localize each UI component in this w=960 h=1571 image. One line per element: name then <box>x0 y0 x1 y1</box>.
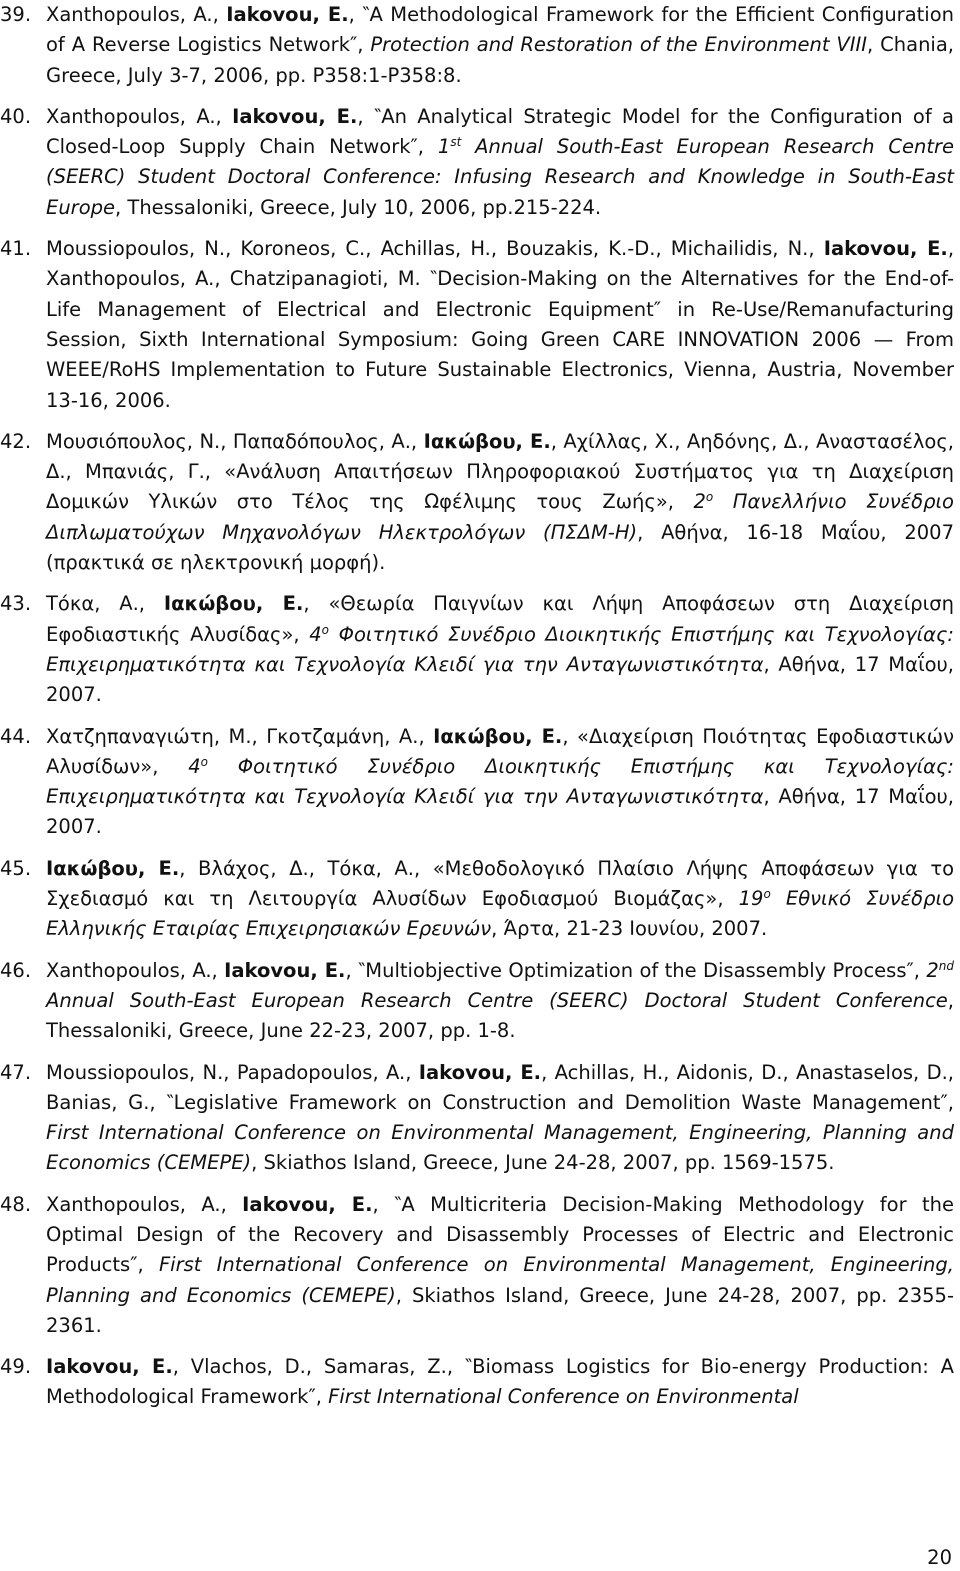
reference-ordinal-suffix: st <box>450 135 462 150</box>
reference-item <box>0 956 954 1047</box>
reference-author-highlight: Iakovou, E. <box>224 958 346 982</box>
reference-venue: First International Conference on Environmental Management, Engineering, Planning and Economics (CEMEPE) <box>46 1253 954 1307</box>
reference-venue: Εθνικό Συνέδριο Ελληνικής Εταιρίας Επιχειρησιακών Ερευνών <box>46 887 955 941</box>
reference-text: , ‶An Analytical Strategic Model for the Configuration of a Closed-Loop Supply Chain Network″, <box>46 104 954 159</box>
reference-text: , Αθήνα, 17 Μαΐου, 2007. <box>46 785 954 839</box>
reference-item <box>0 0 954 91</box>
reference-author-highlight: Ιακώβου, Ε. <box>433 724 563 748</box>
reference-item <box>0 234 954 416</box>
reference-number: 46. <box>0 958 32 982</box>
page-number: 20 <box>927 1546 952 1569</box>
reference-text: , ‶Multiobjective Optimization of the Disassembly Process″, <box>345 958 927 982</box>
reference-venue: Annual South-East European Research Centre (SEERC) Doctoral Student Conference <box>46 988 948 1012</box>
reference-text: Xanthopoulos, A., <box>46 1192 243 1216</box>
reference-ordinal-suffix: ο <box>763 887 771 902</box>
reference-text: Xanthopoulos, A., <box>46 958 225 982</box>
reference-number: 40. <box>0 104 32 128</box>
reference-text: , Vlachos, D., Samaras, Z., ‶Biomass Logistics for Bio-energy Production: A Methodological Framework″, <box>46 1355 955 1409</box>
reference-author-highlight: Ιακώβου, Ε. <box>163 592 304 616</box>
reference-number: 44. <box>0 724 32 748</box>
reference-text: Xanthopoulos, A., <box>46 104 233 128</box>
reference-text: , Αχίλλας, Χ., Αηδόνης, Δ., Αναστασέλος, Δ., Μπανιάς, Γ., «Ανάλυση Απαιτήσεων Πληροφοριακού Συστήματος για τη Διαχείριση Δομικών Υλικών στο Τέλος της Ωφέλιμης τους Ζωής», <box>46 429 955 514</box>
reference-text: , Achillas, H., Aidonis, D., Anastaselos, D., Banias, G., ‶Legislative Framework on Construction and Demolition Waste Management″, <box>46 1060 955 1114</box>
reference-text: , ‶A Multicriteria Decision-Making Methodology for the Optimal Design of the Recovery and Disassembly Processes of Electric and Electronic Products″, <box>46 1192 955 1277</box>
reference-number: 43. <box>0 592 32 616</box>
reference-ordinal-suffix: ο <box>321 622 330 637</box>
reference-text: Τόκα, Α., <box>46 592 164 616</box>
reference-number: 41. <box>0 237 32 261</box>
reference-number: 49. <box>0 1355 32 1379</box>
reference-venue: 19 <box>738 887 764 911</box>
reference-text: , Βλάχος, Δ., Τόκα, Α., «Μεθοδολογικό Πλαίσιο Λήψης Αποφάσεων για το Σχεδιασμό και τη Λειτουργία Αλυσίδων Εφοδιασμού Βιομάζας», <box>46 856 954 911</box>
reference-text: Μουσιόπουλος, Ν., Παπαδόπουλος, Α., <box>46 429 424 453</box>
reference-number: 48. <box>0 1192 32 1216</box>
reference-text: , Xanthopoulos, A., Chatzipanagioti, M. ‶Decision-Making on the Alternatives for the End-of-Life Management of Electrical and Electronic Equipment″ in Re-Use/Remanufacturing Session, Sixth International Symposium: Going Green CARE INNOVATION 2006 — From WEEE/RoHS Implementation to Future Sustainable Electronics, Vienna, Austria, November 13-16, 2006. <box>46 237 955 412</box>
reference-text: , Αθήνα, 17 Μαΐου, 2007. <box>46 652 954 707</box>
reference-number: 42. <box>0 429 32 453</box>
reference-venue: 1 <box>437 135 451 159</box>
reference-venue: Πανελλήνιο Συνέδριο Διπλωματούχων Μηχανολόγων Ηλεκτρολόγων (ΠΣΔΜ-Η) <box>46 490 954 544</box>
reference-venue: Φοιτητικό Συνέδριο Διοικητικής Επιστήμης και Τεχνολογίας: Επιχειρηματικότητα και Τεχνολογία Κλειδί για την Ανταγωνιστικότητα <box>46 754 954 809</box>
reference-author-highlight: Iakovou, E. <box>226 3 349 26</box>
reference-text: , Skiathos Island, Greece, June 24-28, 2007, pp. 1569-1575. <box>251 1151 835 1175</box>
reference-text: , Thessaloniki, Greece, June 22-23, 2007, pp. 1-8. <box>46 988 954 1043</box>
reference-item <box>0 1190 954 1341</box>
reference-venue: Protection and Restoration of the Environment VIII <box>370 33 868 57</box>
reference-venue: 2 <box>693 490 706 514</box>
reference-ordinal-suffix: nd <box>938 958 954 973</box>
reference-author-highlight: Iakovou, E. <box>46 1355 173 1379</box>
reference-author-highlight: Iakovou, E. <box>418 1060 542 1084</box>
reference-item <box>0 102 954 223</box>
reference-venue: 4 <box>309 622 322 646</box>
reference-venue: 2 <box>926 958 939 982</box>
reference-item <box>0 589 954 710</box>
reference-text: , «Διαχείριση Ποιότητας Εφοδιαστικών Αλυσίδων», <box>46 724 954 778</box>
reference-venue: First International Conference on Environmental <box>328 1385 799 1409</box>
reference-text: , «Θεωρία Παιγνίων και Λήψη Αποφάσεων στη Διαχείριση Εφοδιαστικής Αλυσίδας», <box>46 592 954 646</box>
reference-ordinal-suffix: ο <box>705 490 714 505</box>
reference-text: , ‶A Methodological Framework for the Efficient Configuration of A Reverse Logistics Network″, <box>46 3 955 57</box>
reference-text: , Αθήνα, 16-18 Μαΐου, 2007 (πρακτικά σε ηλεκτρονική μορφή). <box>46 520 954 575</box>
reference-text: , Skiathos Island, Greece, June 24-28, 2007, pp. 2355-2361. <box>46 1283 954 1337</box>
reference-number: 39. <box>0 3 32 26</box>
reference-ordinal-suffix: ο <box>200 754 208 769</box>
reference-item <box>0 427 954 578</box>
reference-text: , Άρτα, 21-23 Ιουνίου, 2007. <box>491 917 768 941</box>
reference-venue: Annual South-East European Research Centre (SEERC) Student Doctoral Conference: Infusing Research and Knowledge in South-East Europe <box>46 135 954 219</box>
reference-text: Moussiopoulos, N., Papadopoulos, A., <box>46 1060 419 1084</box>
reference-author-highlight: Iakovou, E. <box>242 1192 373 1216</box>
reference-venue: First International Conference on Environmental Management, Engineering, Planning and Economics (CEMEPE) <box>46 1121 954 1175</box>
reference-item <box>0 1352 954 1413</box>
reference-venue: Φοιτητικό Συνέδριο Διοικητικής Επιστήμης και Τεχνολογίας: Επιχειρηματικότητα και Τεχνολογία Κλειδί για την Ανταγωνιστικότητα <box>46 622 954 676</box>
reference-author-highlight: Ιακώβου, Ε. <box>423 429 551 453</box>
reference-text: Moussiopoulos, N., Koroneos, C., Achillas, H., Bouzakis, K.-D., Michailidis, N., <box>46 237 824 261</box>
reference-author-highlight: Ιακώβου, Ε. <box>46 856 180 880</box>
reference-text: Χατζηπαναγιώτη, Μ., Γκοτζαμάνη, Α., <box>46 724 434 748</box>
reference-author-highlight: Iakovou, E. <box>232 104 358 128</box>
reference-item <box>0 1058 954 1179</box>
reference-item <box>0 722 954 843</box>
reference-number: 45. <box>0 856 32 880</box>
reference-item <box>0 854 954 945</box>
reference-number: 47. <box>0 1060 32 1084</box>
reference-text: , Thessaloniki, Greece, July 10, 2006, pp.215-224. <box>115 195 602 219</box>
reference-venue: 4 <box>188 754 201 778</box>
reference-author-highlight: Iakovou, E. <box>823 237 948 261</box>
reference-text: , Chania, Greece, July 3-7, 2006, pp. P358:1-P358:8. <box>46 33 954 87</box>
reference-text: Xanthopoulos, A., <box>46 3 227 26</box>
